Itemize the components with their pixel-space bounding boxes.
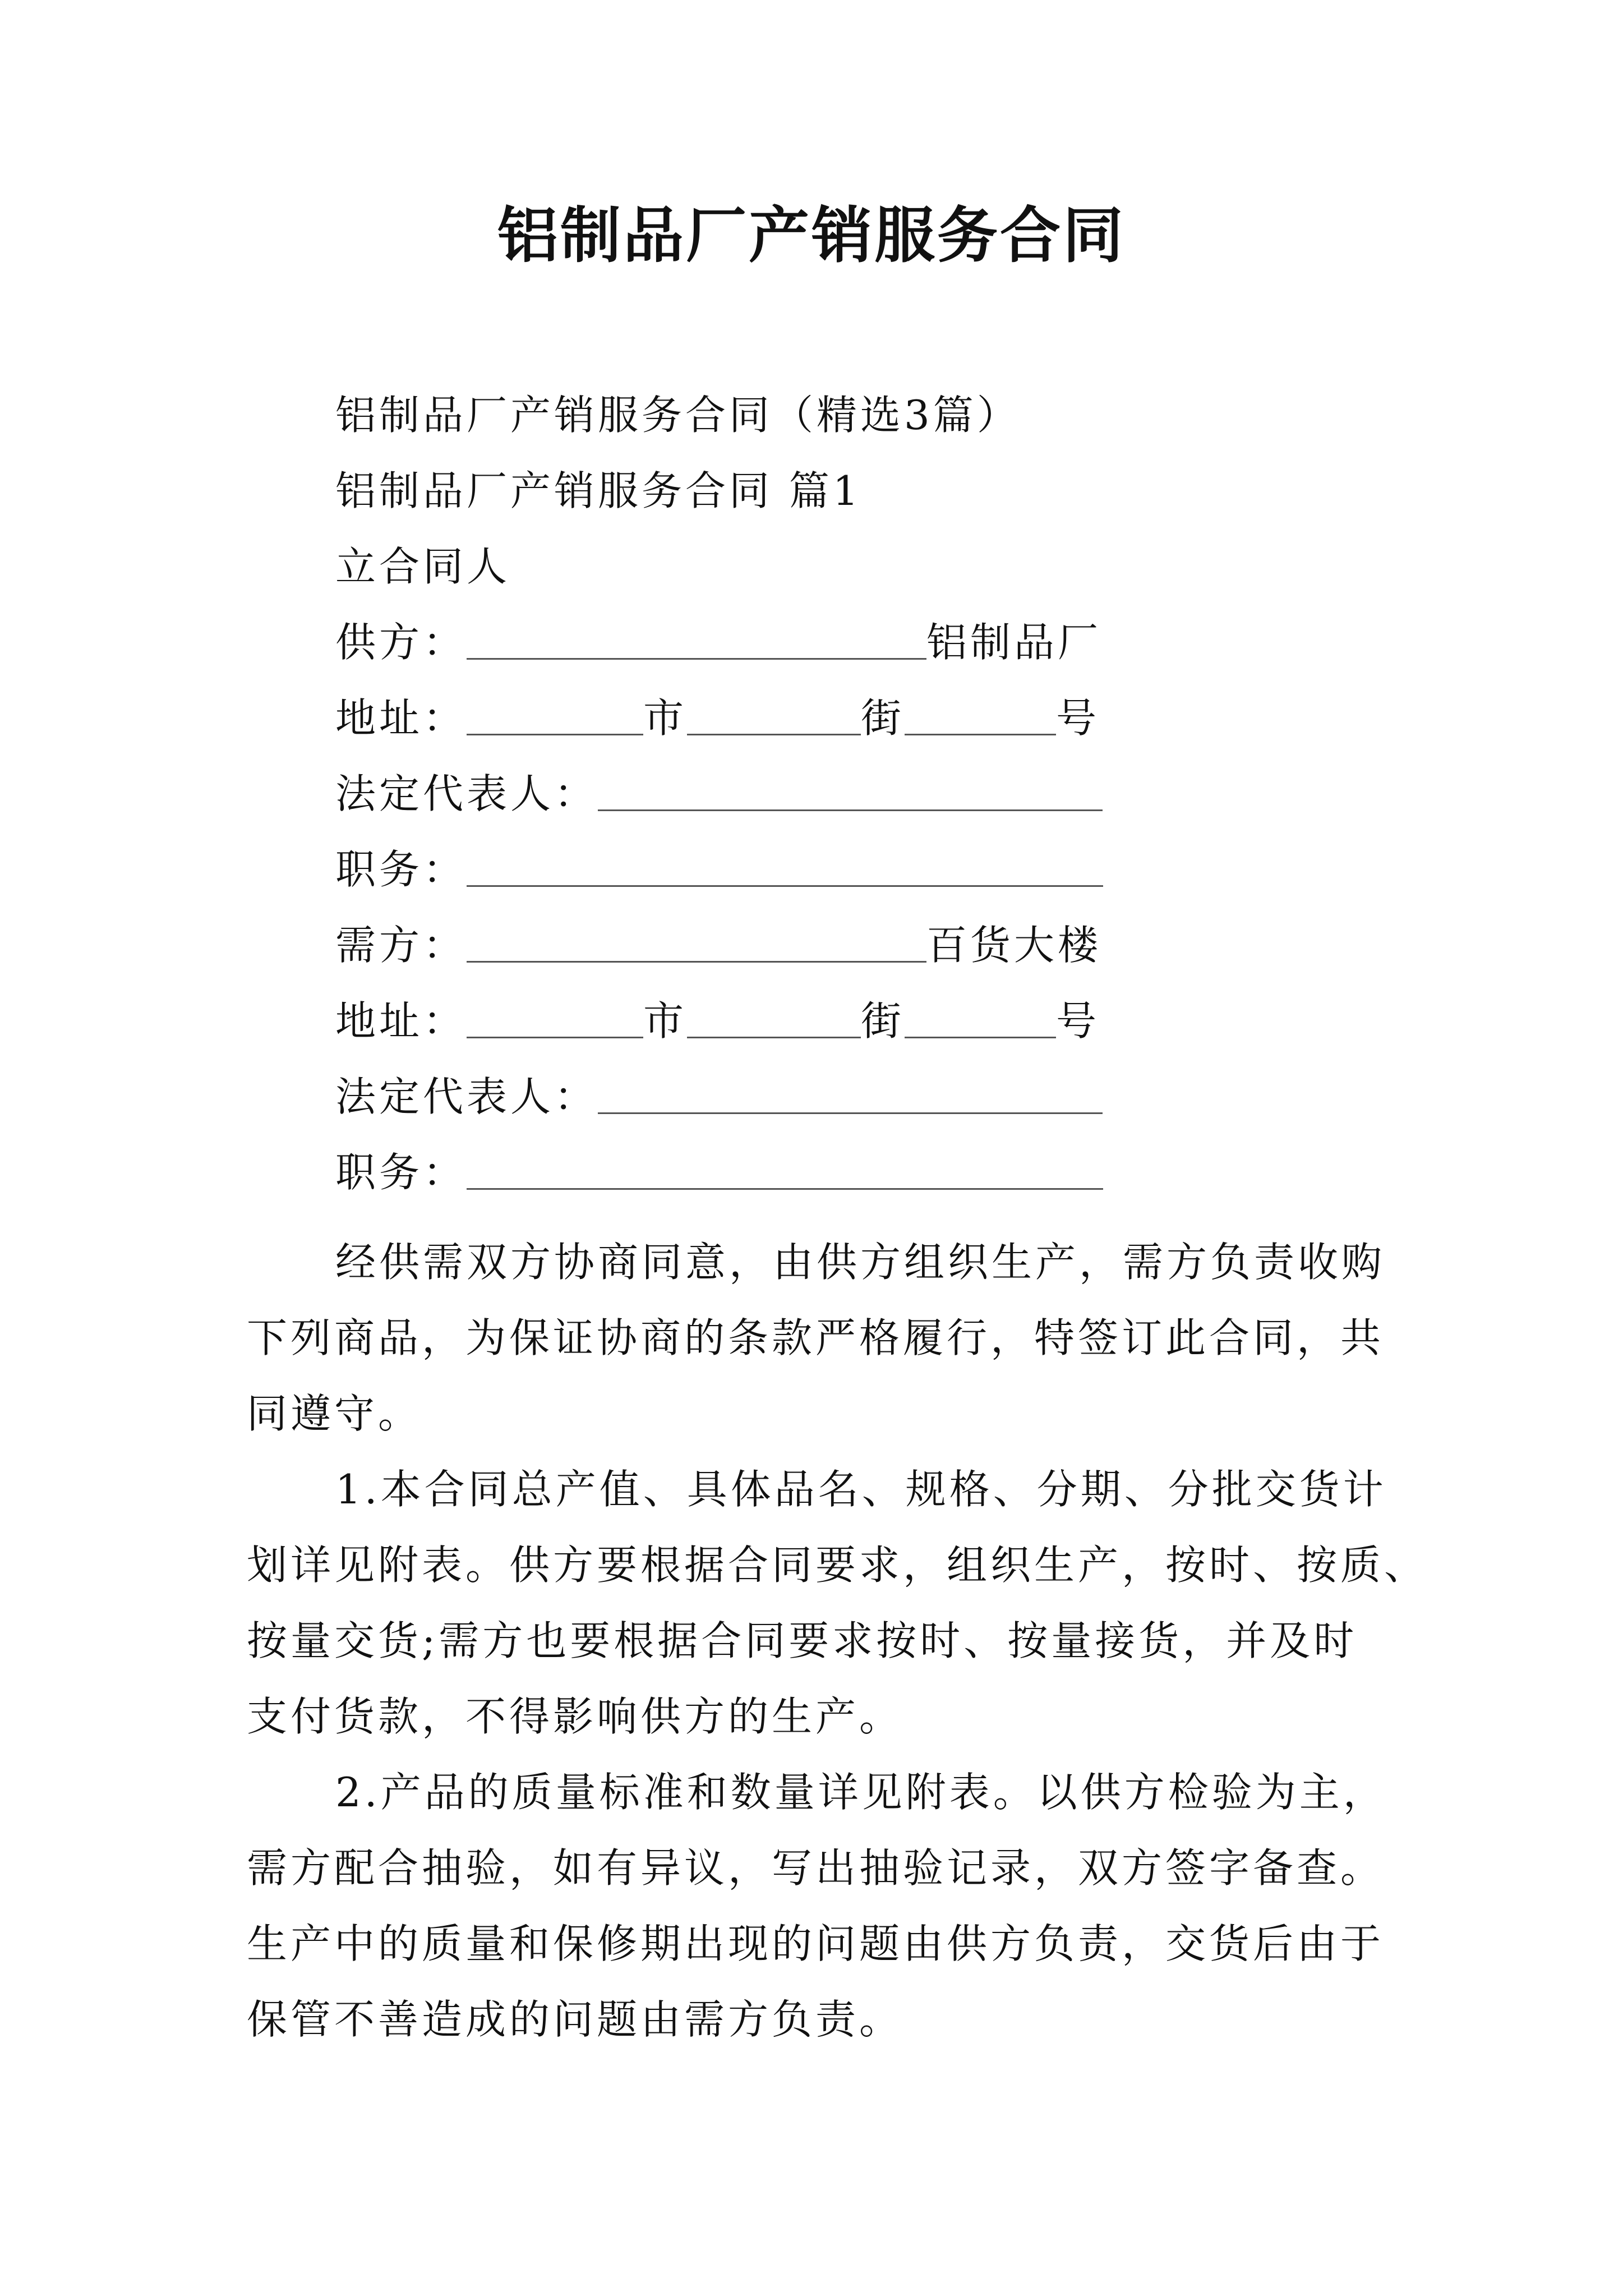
supplier-address-label: 地址：: [335, 694, 467, 742]
document-title: 铝制品厂产销服务合同: [497, 200, 1126, 271]
buyer-post-label: 职务：: [335, 1149, 467, 1196]
supplier-city-label: 市: [643, 694, 688, 742]
section-heading: 铝制品厂产销服务合同 篇1: [335, 467, 862, 514]
buyer-address-label: 地址：: [335, 997, 467, 1045]
clause-1-line: 支付货款，不得影响供方的生产。: [247, 1693, 903, 1740]
intro-line: 经供需双方协商同意，由供方组织生产，需方负责收购: [335, 1239, 1386, 1286]
buyer-number-blank: [905, 993, 1056, 1038]
clause-2-line: 保管不善造成的问题由需方负责。: [247, 1996, 903, 2043]
clause-2-line: 2.产品的质量标准和数量详见附表。以供方检验为主，: [335, 1769, 1387, 1816]
buyer-label: 需方：: [335, 922, 467, 969]
clause-2-line: 需方配合抽验，如有异议，写出抽验记录，双方签字备查。: [247, 1844, 1385, 1892]
supplier-rep-row: [335, 766, 1103, 822]
supplier-row: [335, 614, 1101, 670]
supplier-post-label: 职务：: [335, 846, 467, 893]
supplier-number-blank: [905, 690, 1056, 735]
intro-line: 同遵守。: [247, 1390, 422, 1437]
clause-1-line: 划详见附表。供方要根据合同要求，组织生产，按时、按质、: [247, 1542, 1428, 1589]
buyer-name-blank: [467, 917, 926, 963]
buyer-city-label: 市: [643, 997, 688, 1045]
supplier-rep-label: 法定代表人：: [335, 770, 598, 817]
clause-1-line: 按量交货;需方也要根据合同要求按时、按量接货，并及时: [247, 1617, 1358, 1664]
parties-heading: 立合同人: [335, 543, 511, 590]
buyer-suffix: 百货大楼: [926, 922, 1102, 969]
supplier-post-row: [335, 841, 1103, 898]
buyer-post-blank: [467, 1144, 1103, 1190]
supplier-post-blank: [467, 841, 1103, 887]
intro-line: 下列商品，为保证协商的条款严格履行，特签订此合同，共: [247, 1314, 1385, 1361]
supplier-address-row: [335, 690, 1100, 746]
supplier-number-label: 号: [1056, 694, 1100, 742]
clause-2-line: 生产中的质量和保修期出现的问题由供方负责，交货后由于: [247, 1920, 1385, 1967]
buyer-rep-label: 法定代表人：: [335, 1073, 598, 1120]
buyer-address-row: [335, 993, 1100, 1049]
supplier-rep-blank: [598, 766, 1103, 811]
buyer-street-blank: [687, 993, 861, 1038]
buyer-street-label: 街: [861, 997, 905, 1045]
clause-1-line: 1.本合同总产值、具体品名、规格、分期、分批交货计: [335, 1466, 1387, 1513]
supplier-street-blank: [687, 690, 861, 735]
supplier-city-blank: [467, 690, 643, 735]
supplier-name-blank: [467, 614, 926, 660]
supplier-label: 供方：: [335, 619, 467, 666]
buyer-number-label: 号: [1056, 997, 1100, 1045]
buyer-city-blank: [467, 993, 643, 1038]
supplier-suffix: 铝制品厂: [926, 619, 1102, 666]
supplier-street-label: 街: [861, 694, 905, 742]
buyer-rep-row: [335, 1069, 1103, 1125]
document-subtitle: 铝制品厂产销服务合同（精选3篇）: [335, 392, 1021, 439]
buyer-rep-blank: [598, 1069, 1103, 1114]
buyer-row: [335, 917, 1101, 973]
buyer-post-row: [335, 1144, 1103, 1200]
